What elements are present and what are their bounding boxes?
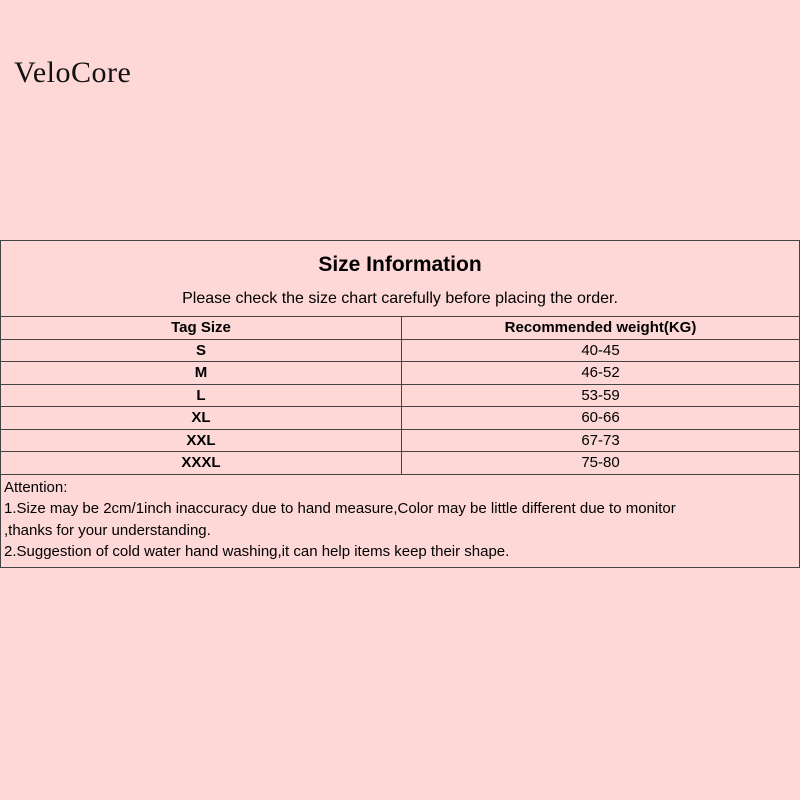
note-line-1-continued: ,thanks for your understanding. bbox=[4, 521, 211, 539]
table-row bbox=[1, 429, 799, 452]
weight-cell: 46-52 bbox=[402, 362, 800, 385]
note-line-2: 2.Suggestion of cold water hand washing,it can help items keep their shape. bbox=[4, 543, 510, 560]
column-header-tag-size: Tag Size bbox=[1, 317, 402, 339]
size-cell: XL bbox=[1, 407, 402, 430]
weight-cell: 75-80 bbox=[402, 452, 800, 475]
attention-notes bbox=[1, 475, 799, 567]
brand-logo: VeloCore bbox=[14, 56, 132, 89]
weight-cell: 67-73 bbox=[402, 429, 800, 452]
table-row bbox=[1, 384, 799, 407]
size-table bbox=[1, 317, 799, 475]
table-row bbox=[1, 407, 799, 430]
notes-heading: Attention: bbox=[4, 478, 68, 496]
size-title: Size Information bbox=[318, 253, 482, 276]
table-row bbox=[1, 452, 799, 475]
size-cell: L bbox=[1, 384, 402, 407]
weight-cell: 53-59 bbox=[402, 384, 800, 407]
size-header bbox=[1, 241, 799, 317]
weight-cell: 60-66 bbox=[402, 407, 800, 430]
column-header-weight: Recommended weight(KG) bbox=[402, 317, 800, 339]
table-row bbox=[1, 339, 799, 362]
table-header-row bbox=[1, 317, 799, 339]
note-line-1: 1.Size may be 2cm/1inch inaccuracy due to hand measure,Color may be little different due to monitor bbox=[4, 500, 676, 517]
size-cell: XXL bbox=[1, 429, 402, 452]
table-row bbox=[1, 362, 799, 385]
size-cell: XXXL bbox=[1, 452, 402, 475]
size-cell: M bbox=[1, 362, 402, 385]
size-subtitle: Please check the size chart carefully before placing the order. bbox=[182, 290, 618, 307]
weight-cell: 40-45 bbox=[402, 339, 800, 362]
size-cell: S bbox=[1, 339, 402, 362]
size-information-panel bbox=[0, 240, 800, 568]
